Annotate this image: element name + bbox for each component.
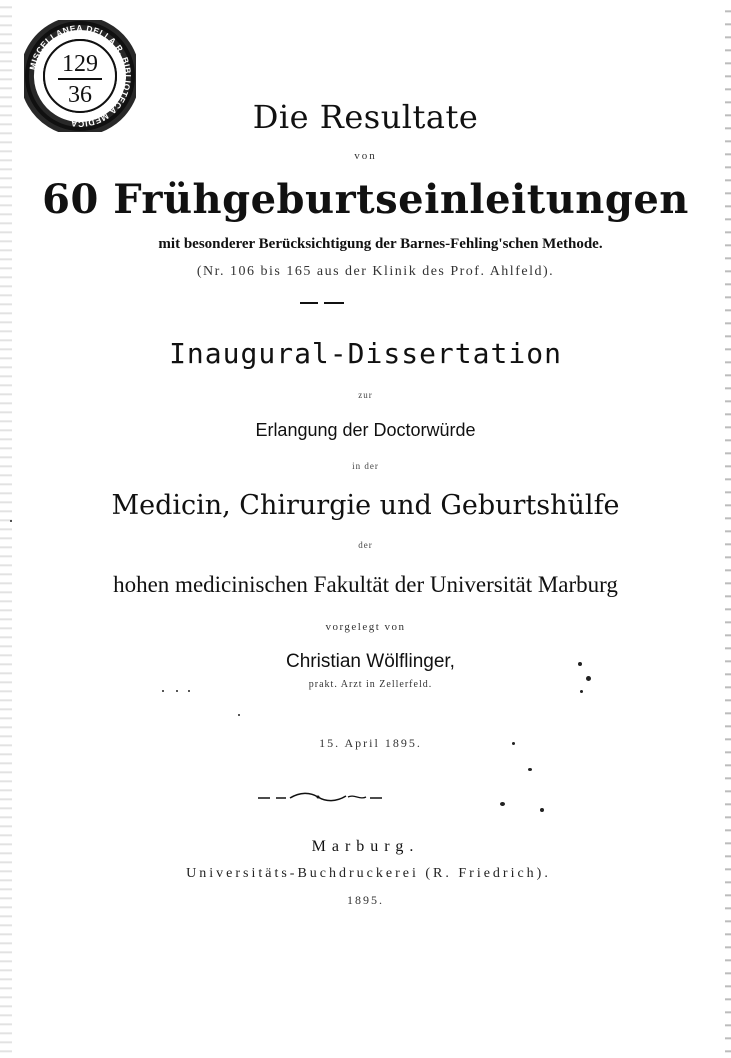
faculty-line: hohen medicinischen Fakultät der Universität Marburg [113,572,618,597]
scan-speck [176,690,178,692]
scan-speck [528,768,532,771]
scan-speck [580,690,583,693]
subtitle-note: (Nr. 106 bis 165 aus der Klinik des Prof. Ahlfeld). [196,264,555,279]
scan-speck [578,662,582,666]
subtitle: mit besonderer Berücksichtigung der Barnes-Fehling'schen Methode. [158,236,603,252]
ornament-divider-icon [256,788,386,806]
scan-speck [188,690,190,692]
author-description: prakt. Arzt in Zellerfeld. [308,679,433,690]
scan-speck [540,808,544,812]
scan-speck [10,520,12,522]
stamp-number-bottom: 36 [68,82,92,108]
connector-der: der [358,540,373,550]
main-title: 60 Frühgeburtseinleitungen [42,176,689,223]
stamp-divider [58,78,102,80]
title-line-2: von [354,150,377,162]
dissertation-fields: Medicin, Chirurgie und Geburtshülfe [111,490,620,521]
title-line-1: Die Resultate [252,98,479,136]
title-rule [300,300,344,306]
scan-speck [162,690,164,692]
imprint-city: Marburg. [311,838,420,855]
dissertation-purpose: Erlangung der Doctorwürde [255,420,476,440]
scan-speck [586,676,591,681]
connector-in-der: in der [352,461,379,471]
stamp-ring-text: MISCELLANEA DELLA R. BIBLIOTECA MEDICA [27,22,134,130]
author-name: Christian Wölflinger, [286,651,455,672]
scan-speck [238,714,240,716]
dissertation-heading: Inaugural-Dissertation [169,337,562,370]
stamp-number-top: 129 [62,51,98,77]
scan-speck [512,742,515,745]
submission-date: 15. April 1895. [319,736,422,750]
imprint-year: 1895. [347,893,384,907]
imprint-printer: Universitäts-Buchdruckerei (R. Friedrich). [186,866,551,881]
presented-by: vorgelegt von [325,621,406,633]
scan-speck [500,802,505,806]
connector-zur: zur [358,390,373,400]
